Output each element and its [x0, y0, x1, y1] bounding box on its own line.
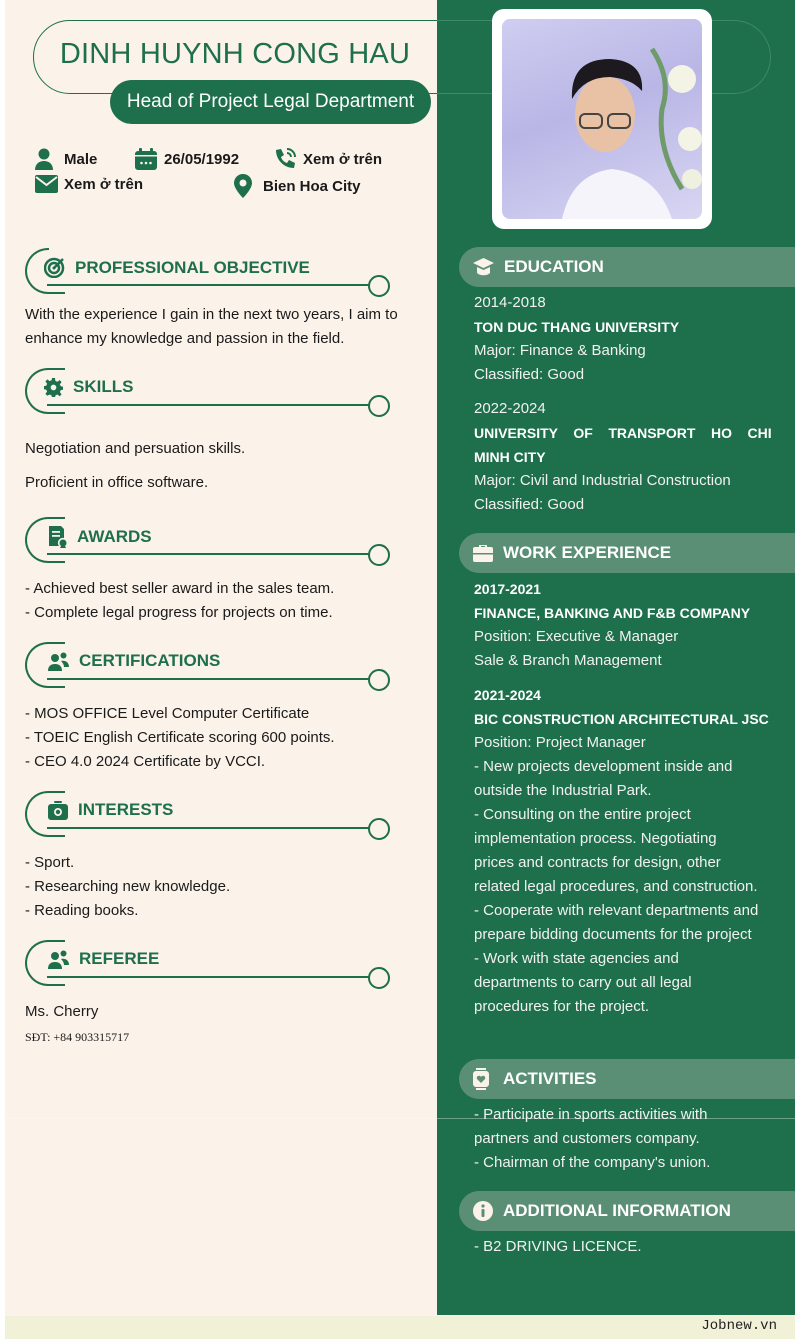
- footer-brand: Jobnew.vn: [701, 1318, 777, 1334]
- work-detail: procedures for the project.: [474, 998, 650, 1015]
- education-major: Major: Civil and Industrial Construction: [474, 472, 731, 489]
- activities-list: [474, 1103, 784, 1175]
- education-classified: Classified: Good: [474, 366, 585, 383]
- interest-item: - Sport.: [25, 854, 75, 871]
- activity-line: - Participate in sports activities with: [474, 1106, 708, 1123]
- briefcase-icon: [473, 544, 493, 562]
- section-header-referee: REFEREE: [25, 940, 390, 988]
- skill-item: Negotiation and persuation skills.: [25, 440, 246, 457]
- certification-item: - MOS OFFICE Level Computer Certificate: [25, 705, 310, 722]
- phone-icon: [273, 148, 297, 170]
- work-entry-1: [474, 577, 784, 673]
- education-school: UNIVERSITY OF TRANSPORT HO CHI: [474, 425, 772, 441]
- map-pin-icon: [233, 174, 253, 198]
- education-classified: Classified: Good: [474, 496, 585, 513]
- section-header-skills: SKILLS: [25, 368, 390, 416]
- referee-name: Ms. Cherry: [25, 1003, 99, 1020]
- contact-phone: Xem ở trên: [273, 148, 382, 170]
- work-detail: outside the Industrial Park.: [474, 782, 652, 799]
- section-header-objective: PROFESSIONAL OBJECTIVE: [25, 248, 390, 296]
- work-detail: prepare bidding documents for the project: [474, 926, 752, 943]
- additional-line: - B2 DRIVING LICENCE.: [474, 1238, 642, 1255]
- work-detail: departments to carry out all legal: [474, 974, 692, 991]
- section-header-additional: ADDITIONAL INFORMATION: [459, 1191, 795, 1231]
- work-detail: - Work with state agencies and: [474, 950, 679, 967]
- section-header-education: EDUCATION: [459, 247, 795, 287]
- education-school-cont: MINH CITY: [474, 449, 546, 465]
- profile-photo-frame: [492, 9, 712, 229]
- users-icon: [48, 652, 69, 671]
- work-detail: - Consulting on the entire project: [474, 806, 691, 823]
- section-header-interests: INTERESTS: [25, 791, 390, 839]
- award-item: - Achieved best seller award in the sales team.: [25, 580, 335, 597]
- work-years: 2017-2021: [474, 581, 541, 597]
- contact-birthdate: 26/05/1992: [134, 148, 239, 170]
- work-detail: - Cooperate with relevant departments and: [474, 902, 759, 919]
- calendar-icon: [134, 148, 158, 170]
- divider-line: [5, 1118, 795, 1119]
- contact-address: Bien Hoa City: [233, 174, 361, 198]
- work-detail: implementation process. Negotiating: [474, 830, 717, 847]
- work-entry-2: [474, 683, 784, 1019]
- additional-info: [474, 1235, 784, 1259]
- education-school: TON DUC THANG UNIVERSITY: [474, 319, 680, 335]
- info-icon: [473, 1201, 493, 1221]
- work-detail: related legal procedures, and construction.: [474, 878, 758, 895]
- education-entry-2: [474, 397, 784, 517]
- profile-photo: [502, 19, 702, 219]
- smartwatch-icon: [473, 1068, 489, 1090]
- interest-item: - Researching new knowledge.: [25, 878, 231, 895]
- award-item: - Complete legal progress for projects on time.: [25, 604, 333, 621]
- certification-item: - CEO 4.0 2024 Certificate by VCCI.: [25, 753, 266, 770]
- job-title: Head of Project Legal Department: [110, 80, 431, 124]
- education-entry-1: [474, 291, 784, 387]
- contact-email: Xem ở trên: [35, 174, 143, 194]
- users-icon: [48, 950, 69, 969]
- interest-item: - Reading books.: [25, 902, 139, 919]
- target-icon: [44, 257, 65, 278]
- contact-gender: Male: [34, 148, 97, 170]
- skill-item: Proficient in office software.: [25, 474, 209, 491]
- work-detail: Sale & Branch Management: [474, 652, 662, 669]
- work-detail: - New projects development inside and: [474, 758, 733, 775]
- education-years: 2014-2018: [474, 294, 546, 311]
- section-header-work: WORK EXPERIENCE: [459, 533, 795, 573]
- objective-text: With the experience I gain in the next two years, I aim to enhance my knowledge and passion in the field.: [25, 306, 398, 347]
- work-position: Position: Executive & Manager: [474, 628, 679, 645]
- referee-phone: SĐT: +84 903315717: [25, 1030, 130, 1044]
- footer: [5, 1316, 795, 1339]
- education-years: 2022-2024: [474, 400, 546, 417]
- graduation-cap-icon: [473, 258, 494, 277]
- work-company: FINANCE, BANKING AND F&B COMPANY: [474, 605, 751, 621]
- user-icon: [34, 148, 54, 170]
- camera-icon: [48, 801, 68, 820]
- work-position: Position: Project Manager: [474, 734, 646, 751]
- section-header-activities: ACTIVITIES: [459, 1059, 795, 1099]
- activity-line: - Chairman of the company's union.: [474, 1154, 711, 1171]
- candidate-name: DINH HUYNH CONG HAU: [59, 38, 411, 70]
- envelope-icon: [35, 174, 58, 194]
- work-years: 2021-2024: [474, 687, 541, 703]
- education-major: Major: Finance & Banking: [474, 342, 646, 359]
- work-company: BIC CONSTRUCTION ARCHITECTURAL JSC: [474, 711, 769, 727]
- certification-item: - TOEIC English Certificate scoring 600 points.: [25, 729, 335, 746]
- section-header-certifications: CERTIFICATIONS: [25, 642, 390, 690]
- section-header-awards: AWARDS: [25, 517, 390, 565]
- gear-icon: [44, 378, 63, 397]
- activity-line: partners and customers company.: [474, 1130, 700, 1147]
- work-detail: prices and contracts for design, other: [474, 854, 721, 871]
- certificate-icon: [48, 526, 67, 548]
